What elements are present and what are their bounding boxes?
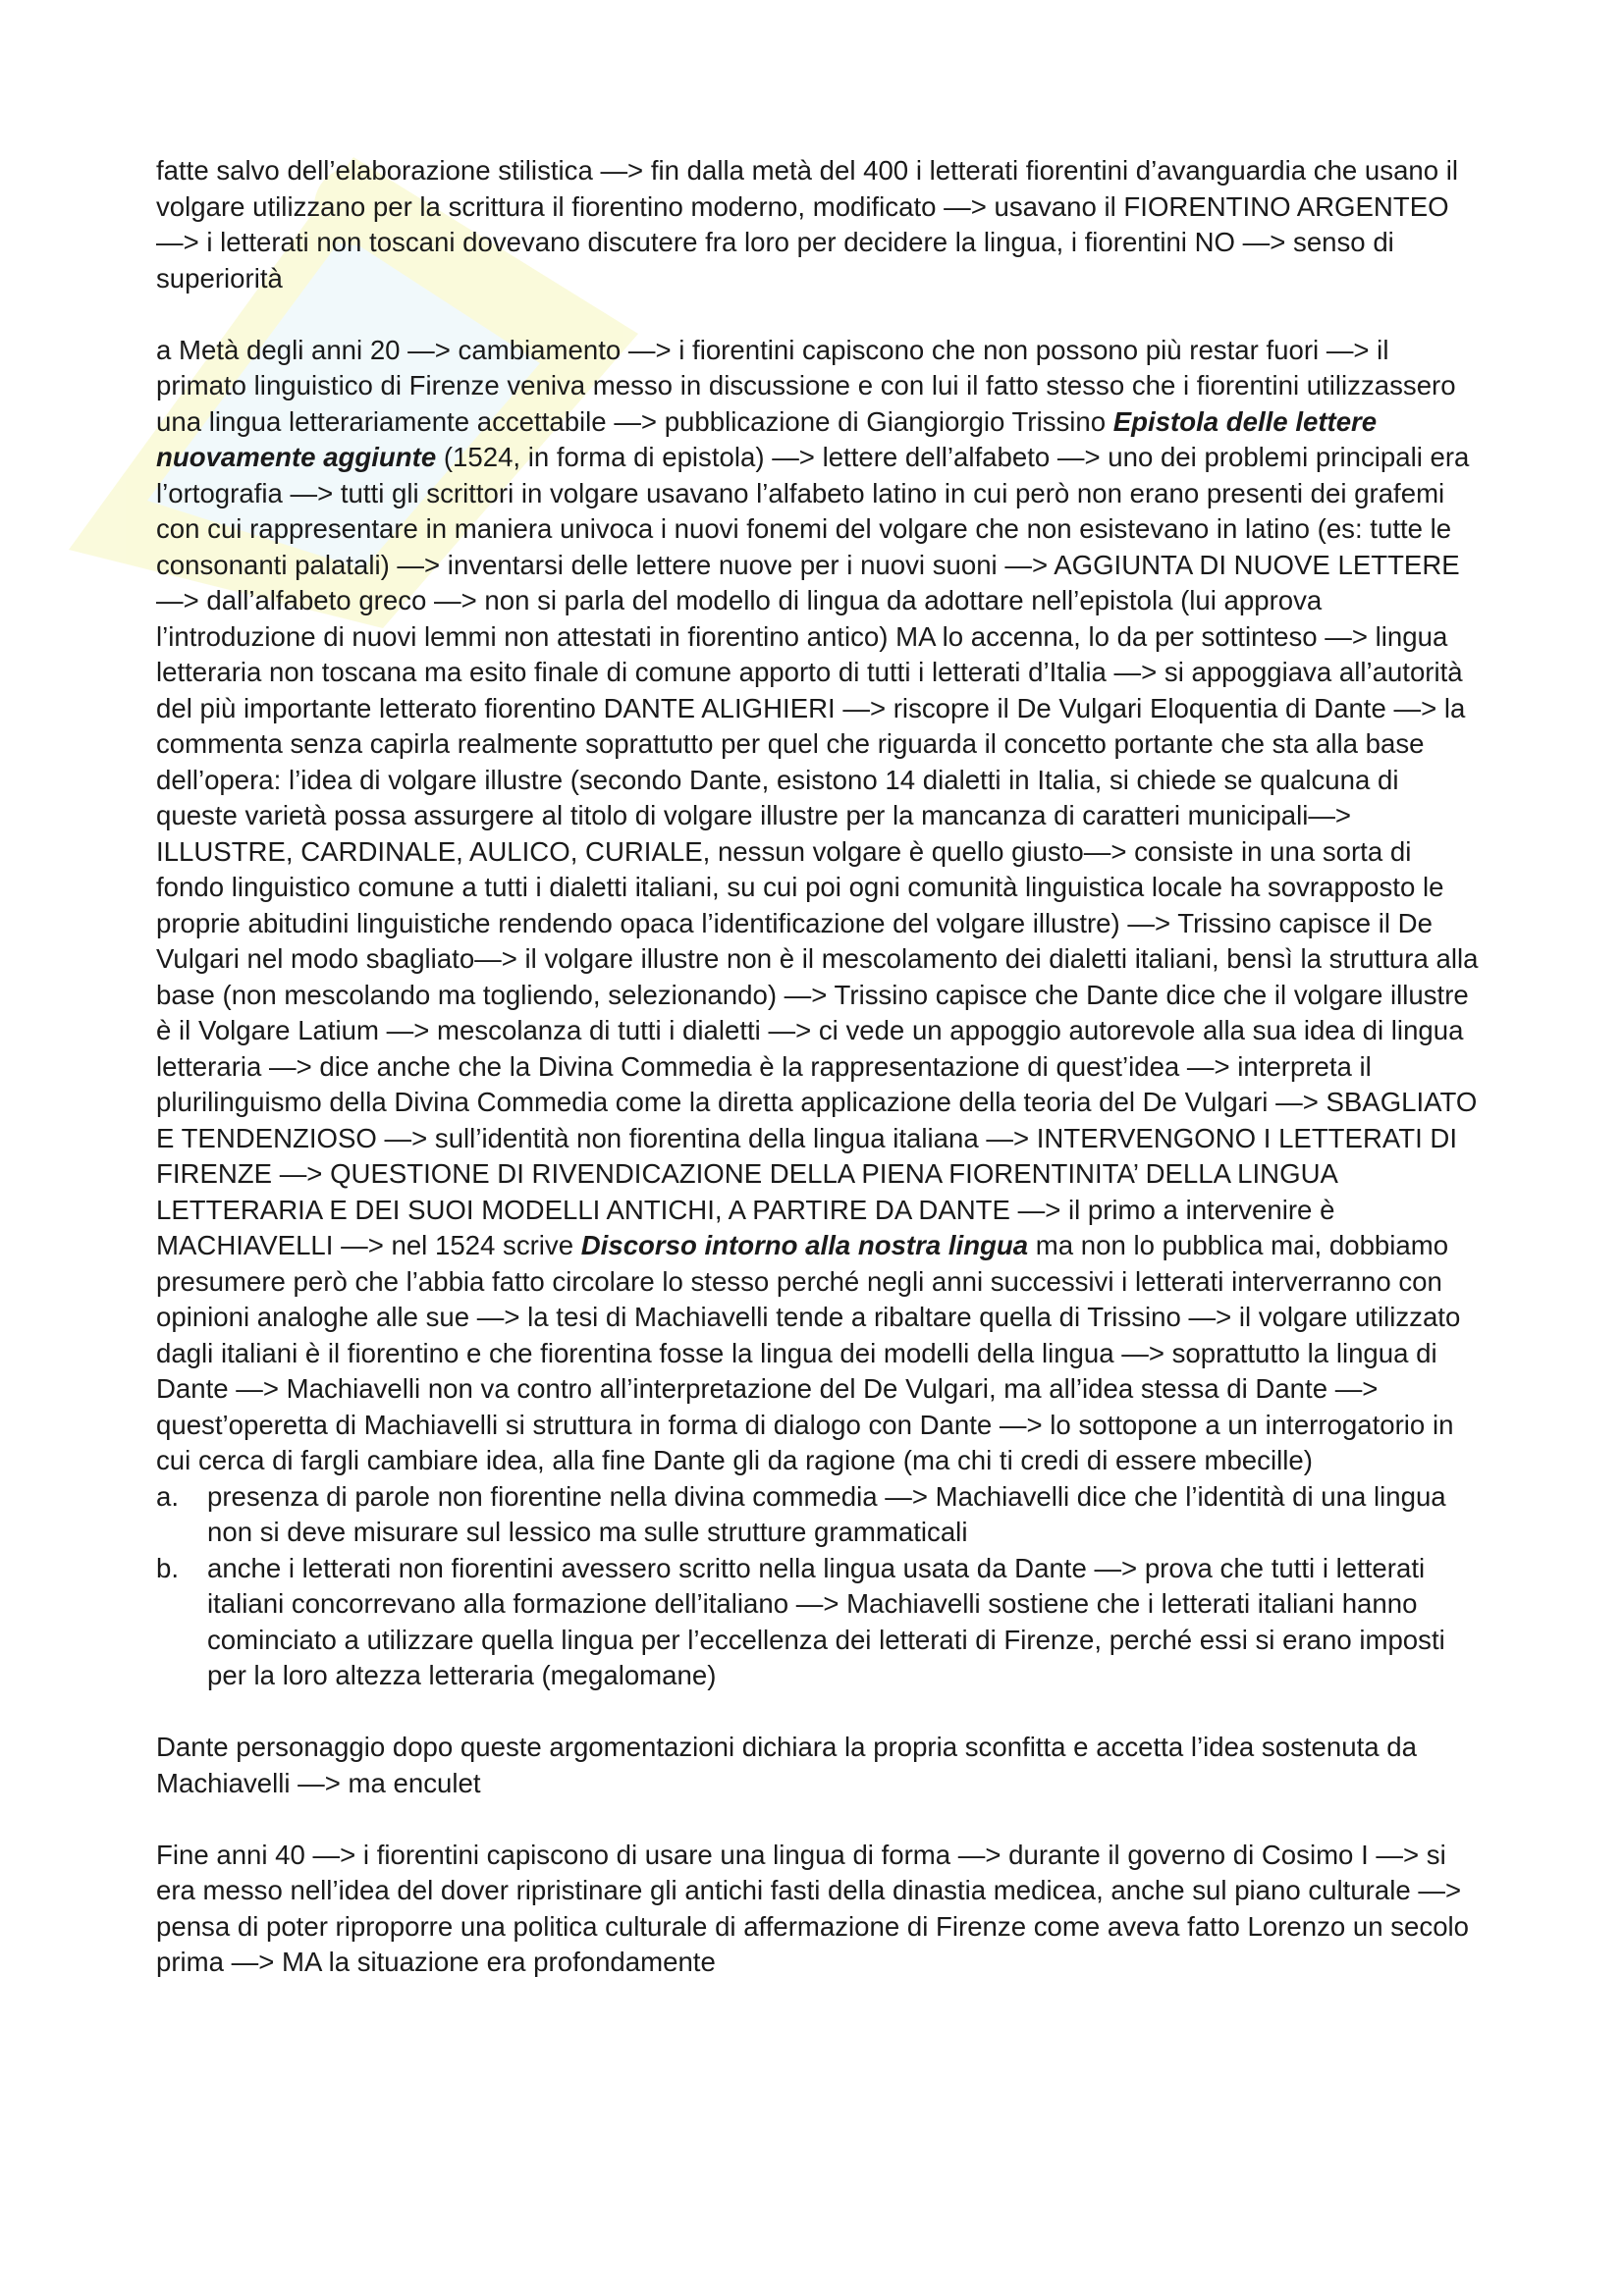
paragraph-spacer: [156, 1694, 1482, 1731]
list-marker: a.: [156, 1480, 180, 1512]
title-discorso: Discorso intorno alla nostra lingua: [580, 1230, 1029, 1260]
paragraph-spacer: [156, 1801, 1482, 1838]
paragraph-2: [156, 333, 1482, 1479]
title-epistola: Epistola delle lettere nuovamente aggiunte: [156, 405, 1378, 472]
document-page: [156, 153, 1482, 1981]
paragraph-2-part-c: ma non lo pubblica mai, dobbiamo presumere però che l’abbia fatto circolare lo stesso perché negli anni successivi i letterati interverranno con opinioni analoghe alle sue —> la tesi di Machiavelli tende a ribaltare quella di Trissino —> il volgare utilizzato dagli italiani è il fiorentino e che fiorentina fosse la lingua dei modelli della lingua —> soprattutto la lingua di Dante —> Machiavelli non va contro all’interpretazione del De Vulgari, ma all’idea stessa di Dante —> quest’operetta di Machiavelli si struttura in forma di dialogo con Dante —> lo sottopone a un interrogatorio in cui cerca di fargli cambiare idea, alla fine Dante gli da ragione (ma chi ti credi di essere mbecille): [156, 1230, 1461, 1475]
paragraph-4: Fine anni 40 —> i fiorentini capiscono di usare una lingua di forma —> durante il governo di Cosimo I —> si era messo nell’idea del dover ripristinare gli antichi fasti della dinastia medicea, anche sul piano culturale —> pensa di poter riproporre una politica culturale di affermazione di Firenze come aveva fatto Lorenzo un secolo prima —> MA la situazione era profondamente: [156, 1839, 1470, 1977]
paragraph-spacer: [156, 296, 1482, 333]
paragraph-2-part-b: (1524, in forma di epistola) —> lettere dell’alfabeto —> uno dei problemi principali era l’ortografia —> tutti gli scrittori in volgare usavano l’alfabeto latino in cui però non erano presenti dei grafemi con cui rappresentare in maniera univoca i nuovi fonemi del volgare che non esistevano in latino (es: tutte le consonanti palatali) —> inventarsi delle lettere nuove per i nuovi suoni —> AGGIUNTA DI NUOVE LETTERE —> dall’alfabeto greco —> non si parla del modello di lingua da adottare nell’epistola (lui approva l’introduzione di nuovi lemmi non attestati in fiorentino antico) MA lo accenna, lo da per sottinteso —> lingua letteraria non toscana ma esito finale di comune apporto di tutti i letterati d’Italia —> si appoggiava all’autorità del più importante letterato fiorentino DANTE ALIGHIERI —> riscopre il De Vulgari Eloquentia di Dante —> la commenta senza capirla realmente soprattutto per quel che riguarda il concetto portante che sta alla base dell’opera: l’idea di volgare illustre (secondo Dante, esistono 14 dialetti in Italia, si chiede se qualcuna di queste varietà possa assurgere al titolo di volgare illustre per la mancanza di caratteri municipali—> ILLUSTRE, CARDINALE, AULICO, CURIALE, nessun volgare è quello giusto—> consiste in una sorta di fondo linguistico comune a tutti i dialetti italiani, su cui poi ogni comunità linguistica locale ha sovrapposto le proprie abitudini linguistiche rendendo opaca l’identificazione del volgare illustre) —> Trissino capisce il De Vulgari nel modo sbagliato—> il volgare illustre non è il mescolamento dei dialetti italiani, bensì la struttura alla base (non mescolando ma togliendo, selezionando) —> Trissino capisce che Dante dice che il volgare illustre è il Volgare Latium —> mescolanza di tutti i dialetti —> ci vede un appoggio autorevole alla sua idea di lingua letteraria —> dice anche che la Divina Commedia è la rappresentazione di quest’idea —> interpreta il plurilinguismo della Divina Commedia come la diretta applicazione della teoria del De Vulgari —> SBAGLIATO E TENDENZIOSO —> sull’identità non fiorentina della lingua italiana —> INTERVENGONO I LETTERATI DI FIRENZE —> QUESTIONE DI RIVENDICAZIONE DELLA PIENA FIORENTINITA’ DELLA LINGUA LETTERARIA E DEI SUOI MODELLI ANTICHI, A PARTIRE DA DANTE —> il primo a intervenire è MACHIAVELLI —> nel 1524 scrive: [156, 442, 1479, 1260]
list-item: [156, 1479, 1482, 1551]
paragraph-2-part-a: a Metà degli anni 20 —> cambiamento —> i fiorentini capiscono che non possono più restar fuori —> il primato linguistico di Firenze veniva messo in discussione e con lui il fatto stesso che i fiorentini utilizzassero una lingua letterariamente accettabile —> pubblicazione di Giangiorgio Trissino: [156, 334, 1456, 437]
list-item-text: presenza di parole non fiorentine nella divina commedia —> Machiavelli dice che l’identità di una lingua non si deve misurare sul lessico ma sulle strutture grammaticali: [207, 1480, 1446, 1547]
argument-list: [156, 1479, 1482, 1694]
list-item: [156, 1551, 1482, 1694]
paragraph-1: fatte salvo dell’elaborazione stilistica —> fin dalla metà del 400 i letterati fiorentini d’avanguardia che usano il volgare utilizzano per la scrittura il fiorentino moderno, modificato —> usavano il FIORENTINO ARGENTEO —> i letterati non toscani dovevano discutere fra loro per decidere la lingua, i fiorentini NO —> senso di superiorità: [156, 155, 1459, 294]
list-item-text: anche i letterati non fiorentini avessero scritto nella lingua usata da Dante —> prova che tutti i letterati italiani concorrevano alla formazione dell’italiano —> Machiavelli sostiene che i letterati italiani hanno cominciato a utilizzare quella lingua per l’eccellenza dei letterati di Firenze, perché essi si erano imposti per la loro altezza letteraria (megalomane): [207, 1552, 1445, 1690]
list-marker: b.: [156, 1552, 180, 1583]
paragraph-3: Dante personaggio dopo queste argomentazioni dichiara la propria sconfitta e accetta l’idea sostenuta da Machiavelli —> ma enculet: [156, 1732, 1417, 1798]
